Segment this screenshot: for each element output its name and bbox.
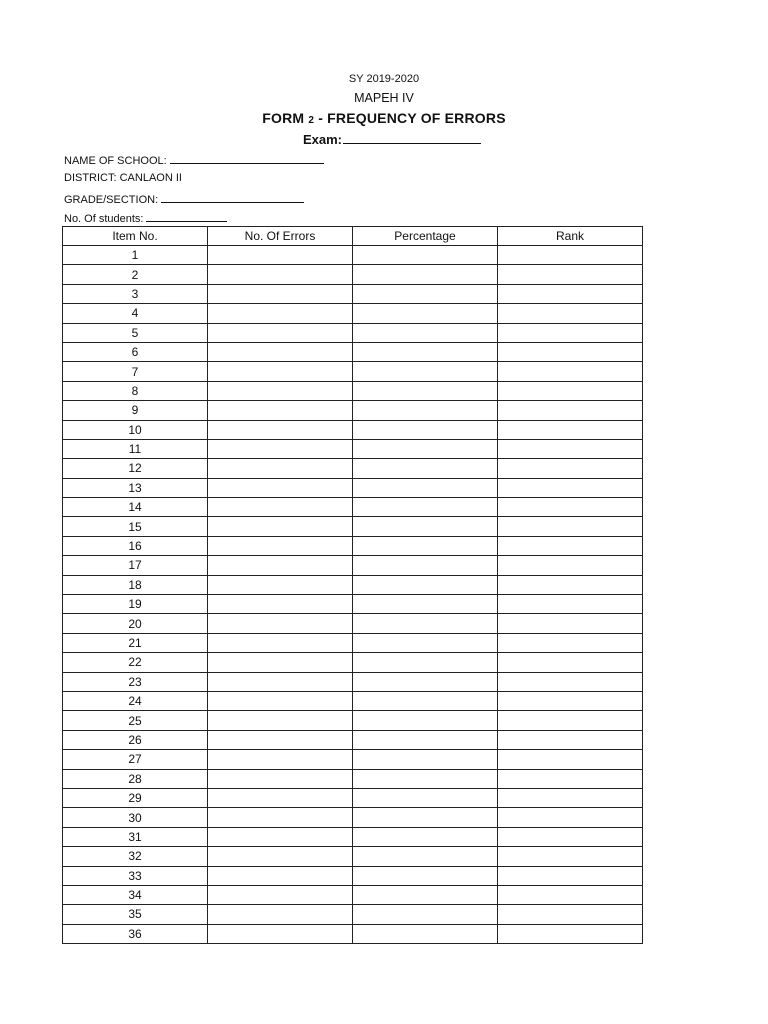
item-number-cell: 4 <box>63 304 208 323</box>
form-title <box>0 110 768 126</box>
errors-cell[interactable] <box>208 614 353 633</box>
table-row <box>63 633 643 652</box>
rank-cell[interactable] <box>498 827 643 846</box>
percentage-cell[interactable] <box>353 342 498 361</box>
errors-cell[interactable] <box>208 924 353 943</box>
percentage-cell[interactable] <box>353 323 498 342</box>
errors-cell[interactable] <box>208 575 353 594</box>
item-number-cell: 25 <box>63 711 208 730</box>
table-row <box>63 808 643 827</box>
errors-cell[interactable] <box>208 420 353 439</box>
percentage-cell[interactable] <box>353 653 498 672</box>
rank-cell[interactable] <box>498 788 643 807</box>
errors-cell[interactable] <box>208 381 353 400</box>
item-number-cell: 5 <box>63 323 208 342</box>
table-row <box>63 595 643 614</box>
percentage-cell[interactable] <box>353 672 498 691</box>
percentage-cell[interactable] <box>353 633 498 652</box>
percentage-cell[interactable] <box>353 459 498 478</box>
errors-cell[interactable] <box>208 788 353 807</box>
students-count-field <box>64 211 227 225</box>
rank-cell[interactable] <box>498 362 643 381</box>
rank-cell[interactable] <box>498 517 643 536</box>
item-number-cell: 1 <box>63 246 208 265</box>
errors-cell[interactable] <box>208 885 353 904</box>
item-number-cell: 17 <box>63 556 208 575</box>
table-body <box>63 246 643 944</box>
item-number-cell: 20 <box>63 614 208 633</box>
percentage-cell[interactable] <box>353 808 498 827</box>
table-row <box>63 304 643 323</box>
rank-cell[interactable] <box>498 653 643 672</box>
rank-cell[interactable] <box>498 381 643 400</box>
item-number-cell: 18 <box>63 575 208 594</box>
rank-cell[interactable] <box>498 769 643 788</box>
errors-cell[interactable] <box>208 808 353 827</box>
table-row <box>63 284 643 303</box>
rank-cell[interactable] <box>498 614 643 633</box>
errors-cell[interactable] <box>208 304 353 323</box>
rank-cell[interactable] <box>498 536 643 555</box>
exam-label: Exam: <box>302 132 343 147</box>
errors-cell[interactable] <box>208 362 353 381</box>
subject-title: MAPEH IV <box>354 91 414 105</box>
item-number-cell: 32 <box>63 847 208 866</box>
percentage-cell[interactable] <box>353 769 498 788</box>
item-number-cell: 22 <box>63 653 208 672</box>
rank-cell[interactable] <box>498 924 643 943</box>
school-blank[interactable] <box>170 153 324 164</box>
errors-cell[interactable] <box>208 595 353 614</box>
item-number-cell: 27 <box>63 750 208 769</box>
school-name-field <box>64 153 324 167</box>
item-number-cell: 33 <box>63 866 208 885</box>
item-number-cell: 6 <box>63 342 208 361</box>
table-row <box>63 478 643 497</box>
rank-cell[interactable] <box>498 885 643 904</box>
item-number-cell: 24 <box>63 691 208 710</box>
percentage-cell[interactable] <box>353 478 498 497</box>
rank-cell[interactable] <box>498 575 643 594</box>
table-row <box>63 401 643 420</box>
percentage-cell[interactable] <box>353 885 498 904</box>
table-row <box>63 827 643 846</box>
rank-cell[interactable] <box>498 672 643 691</box>
header-no-of-errors: No. Of Errors <box>208 227 353 246</box>
errors-cell[interactable] <box>208 342 353 361</box>
item-number-cell: 30 <box>63 808 208 827</box>
percentage-cell[interactable] <box>353 750 498 769</box>
item-number-cell: 35 <box>63 905 208 924</box>
percentage-cell[interactable] <box>353 246 498 265</box>
item-number-cell: 19 <box>63 595 208 614</box>
rank-cell[interactable] <box>498 595 643 614</box>
errors-cell[interactable] <box>208 401 353 420</box>
rank-cell[interactable] <box>498 905 643 924</box>
item-number-cell: 8 <box>63 381 208 400</box>
table-row <box>63 885 643 904</box>
form-prefix: FORM <box>262 110 305 126</box>
item-number-cell: 7 <box>63 362 208 381</box>
errors-cell[interactable] <box>208 730 353 749</box>
errors-cell[interactable] <box>208 827 353 846</box>
percentage-cell[interactable] <box>353 420 498 439</box>
errors-cell[interactable] <box>208 633 353 652</box>
table-row <box>63 730 643 749</box>
percentage-cell[interactable] <box>353 711 498 730</box>
rank-cell[interactable] <box>498 439 643 458</box>
percentage-cell[interactable] <box>353 847 498 866</box>
errors-cell[interactable] <box>208 498 353 517</box>
rank-cell[interactable] <box>498 498 643 517</box>
percentage-cell[interactable] <box>353 401 498 420</box>
percentage-cell[interactable] <box>353 517 498 536</box>
table-row <box>63 246 643 265</box>
grade-blank[interactable] <box>161 192 304 203</box>
table-row <box>63 788 643 807</box>
percentage-cell[interactable] <box>353 362 498 381</box>
errors-cell[interactable] <box>208 711 353 730</box>
errors-cell[interactable] <box>208 847 353 866</box>
item-number-cell: 12 <box>63 459 208 478</box>
table-row <box>63 517 643 536</box>
item-number-cell: 29 <box>63 788 208 807</box>
table-row <box>63 653 643 672</box>
header-rank: Rank <box>498 227 643 246</box>
table-row <box>63 691 643 710</box>
percentage-cell[interactable] <box>353 381 498 400</box>
rank-cell[interactable] <box>498 459 643 478</box>
item-number-cell: 36 <box>63 924 208 943</box>
rank-cell[interactable] <box>498 420 643 439</box>
rank-cell[interactable] <box>498 265 643 284</box>
percentage-cell[interactable] <box>353 304 498 323</box>
school-year: SY 2019-2020 <box>348 73 420 85</box>
table-row <box>63 498 643 517</box>
errors-cell[interactable] <box>208 536 353 555</box>
errors-cell[interactable] <box>208 284 353 303</box>
rank-cell[interactable] <box>498 711 643 730</box>
errors-cell[interactable] <box>208 653 353 672</box>
table-row <box>63 265 643 284</box>
item-number-cell: 3 <box>63 284 208 303</box>
percentage-cell[interactable] <box>353 788 498 807</box>
percentage-cell[interactable] <box>353 905 498 924</box>
exam-line <box>8 131 768 147</box>
item-number-cell: 13 <box>63 478 208 497</box>
errors-cell[interactable] <box>208 265 353 284</box>
frequency-table <box>62 226 643 944</box>
item-number-cell: 28 <box>63 769 208 788</box>
errors-cell[interactable] <box>208 672 353 691</box>
item-number-cell: 15 <box>63 517 208 536</box>
percentage-cell[interactable] <box>353 284 498 303</box>
form-suffix: - FREQUENCY OF ERRORS <box>314 110 506 126</box>
percentage-cell[interactable] <box>353 439 498 458</box>
table-row <box>63 323 643 342</box>
rank-cell[interactable] <box>498 691 643 710</box>
district-field <box>64 172 182 184</box>
table-row <box>63 556 643 575</box>
table-row <box>63 362 643 381</box>
item-number-cell: 26 <box>63 730 208 749</box>
percentage-cell[interactable] <box>353 691 498 710</box>
percentage-cell[interactable] <box>353 498 498 517</box>
item-number-cell: 31 <box>63 827 208 846</box>
students-label: No. Of students: <box>64 213 144 225</box>
item-number-cell: 14 <box>63 498 208 517</box>
percentage-cell[interactable] <box>353 575 498 594</box>
table-header-row <box>63 227 643 246</box>
rank-cell[interactable] <box>498 304 643 323</box>
rank-cell[interactable] <box>498 730 643 749</box>
rank-cell[interactable] <box>498 633 643 652</box>
errors-cell[interactable] <box>208 246 353 265</box>
district-label: DISTRICT: CANLAON II <box>64 172 182 184</box>
errors-cell[interactable] <box>208 691 353 710</box>
table-row <box>63 536 643 555</box>
rank-cell[interactable] <box>498 556 643 575</box>
rank-cell[interactable] <box>498 750 643 769</box>
errors-cell[interactable] <box>208 866 353 885</box>
errors-cell[interactable] <box>208 459 353 478</box>
errors-cell[interactable] <box>208 769 353 788</box>
table-row <box>63 750 643 769</box>
percentage-cell[interactable] <box>353 924 498 943</box>
errors-cell[interactable] <box>208 323 353 342</box>
item-number-cell: 34 <box>63 885 208 904</box>
rank-cell[interactable] <box>498 323 643 342</box>
table-row <box>63 672 643 691</box>
errors-cell[interactable] <box>208 905 353 924</box>
errors-cell[interactable] <box>208 439 353 458</box>
item-number-cell: 16 <box>63 536 208 555</box>
table-row <box>63 905 643 924</box>
percentage-cell[interactable] <box>353 866 498 885</box>
errors-cell[interactable] <box>208 750 353 769</box>
table-row <box>63 847 643 866</box>
table-row <box>63 614 643 633</box>
item-number-cell: 2 <box>63 265 208 284</box>
item-number-cell: 9 <box>63 401 208 420</box>
rank-cell[interactable] <box>498 342 643 361</box>
percentage-cell[interactable] <box>353 827 498 846</box>
errors-cell[interactable] <box>208 478 353 497</box>
errors-cell[interactable] <box>208 556 353 575</box>
percentage-cell[interactable] <box>353 730 498 749</box>
item-number-cell: 21 <box>63 633 208 652</box>
item-number-cell: 10 <box>63 420 208 439</box>
table-row <box>63 769 643 788</box>
rank-cell[interactable] <box>498 401 643 420</box>
exam-blank[interactable] <box>343 131 481 144</box>
item-number-cell: 23 <box>63 672 208 691</box>
rank-cell[interactable] <box>498 478 643 497</box>
table-row <box>63 924 643 943</box>
item-number-cell: 11 <box>63 439 208 458</box>
table-row <box>63 711 643 730</box>
school-label: NAME OF SCHOOL: <box>64 155 167 167</box>
rank-cell[interactable] <box>498 808 643 827</box>
table-row <box>63 459 643 478</box>
table-row <box>63 342 643 361</box>
grade-label: GRADE/SECTION: <box>64 194 159 206</box>
students-blank[interactable] <box>146 211 227 222</box>
table-row <box>63 420 643 439</box>
errors-cell[interactable] <box>208 517 353 536</box>
percentage-cell[interactable] <box>353 265 498 284</box>
percentage-cell[interactable] <box>353 614 498 633</box>
table-row <box>63 381 643 400</box>
table-row <box>63 575 643 594</box>
rank-cell[interactable] <box>498 284 643 303</box>
table-row <box>63 866 643 885</box>
table-row <box>63 439 643 458</box>
rank-cell[interactable] <box>498 866 643 885</box>
header-percentage: Percentage <box>353 227 498 246</box>
header-item-no: Item No. <box>63 227 208 246</box>
percentage-cell[interactable] <box>353 556 498 575</box>
form-number: 2 <box>308 115 315 126</box>
percentage-cell[interactable] <box>353 595 498 614</box>
rank-cell[interactable] <box>498 246 643 265</box>
percentage-cell[interactable] <box>353 536 498 555</box>
rank-cell[interactable] <box>498 847 643 866</box>
grade-section-field <box>64 192 304 206</box>
